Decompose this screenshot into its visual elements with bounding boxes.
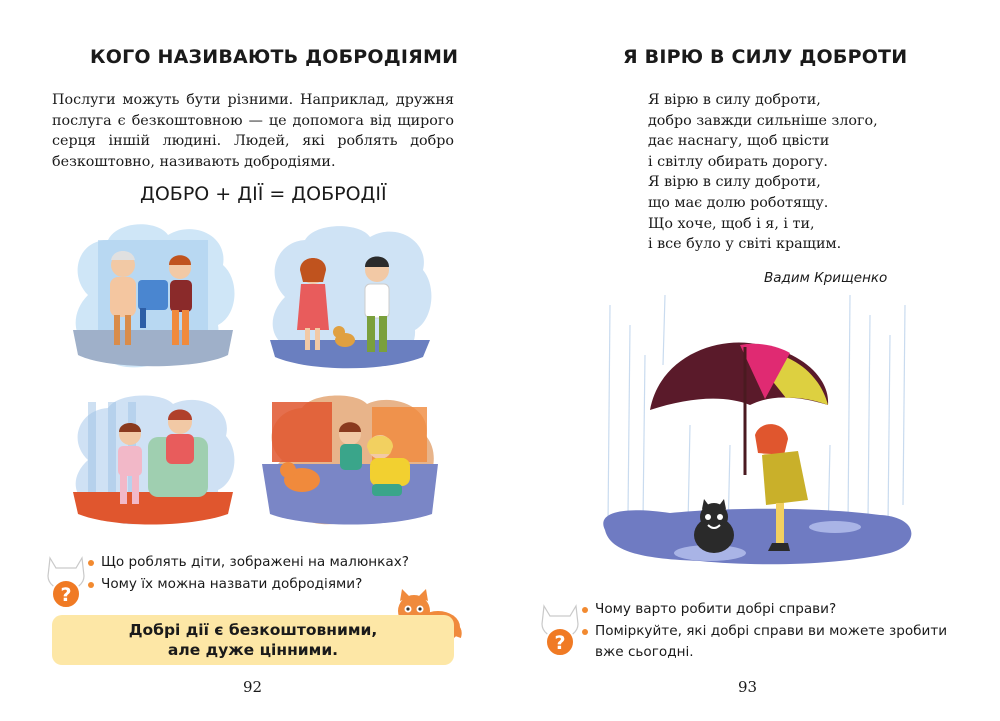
illustration-help-grandma bbox=[68, 220, 238, 370]
right-questions-list bbox=[582, 599, 957, 664]
page-number-right: 93 bbox=[738, 678, 758, 696]
illustration-girl-armchair bbox=[68, 392, 238, 527]
right-question-1: Чому варто робити добрі справи? bbox=[582, 599, 957, 621]
illustration-kids-cat bbox=[262, 392, 438, 527]
poem-author: Вадим Крищенко bbox=[764, 270, 888, 286]
question-cat-icon bbox=[42, 550, 90, 610]
formula: ДОБРО + ДІЇ = ДОБРОДІЇ bbox=[140, 183, 387, 205]
right-question-2: Поміркуйте, які добрі справи ви можете зробити вже сьогодні. bbox=[582, 621, 957, 664]
left-questions-list bbox=[88, 552, 409, 595]
poem-line: і все було у світі кращим. bbox=[648, 236, 842, 253]
note-box bbox=[52, 615, 454, 665]
left-question-1: Що роблять діти, зображені на малюнках? bbox=[88, 552, 409, 574]
poem-line: Я вірю в силу доброти, bbox=[648, 174, 821, 191]
svg-text:?: ? bbox=[60, 584, 72, 606]
left-question-2: Чому їх можна назвати добродіями? bbox=[88, 574, 409, 596]
illustration-kids-dog bbox=[265, 222, 435, 370]
poem-line: добро завжди сильніше злого, bbox=[648, 112, 878, 129]
poem-line: і світлу обирать дорогу. bbox=[648, 153, 828, 170]
right-page-title: Я ВІРЮ В СИЛУ ДОБРОТИ bbox=[623, 46, 908, 68]
page-number-left: 92 bbox=[243, 678, 263, 696]
question-cat-icon bbox=[536, 598, 584, 658]
poem-line: дає наснагу, щоб цвісти bbox=[648, 133, 830, 150]
right-page bbox=[500, 0, 1000, 721]
poem-line: Що хоче, щоб і я, і ти, bbox=[648, 215, 815, 232]
poem-line: Я вірю в силу доброти, bbox=[648, 92, 821, 108]
note-text: Добрі дії є безкоштовними, але дуже цінними. bbox=[128, 621, 378, 659]
left-page-title: КОГО НАЗИВАЮТЬ ДОБРОДІЯМИ bbox=[90, 46, 459, 68]
svg-text:?: ? bbox=[554, 632, 566, 654]
poem bbox=[648, 90, 878, 255]
intro-paragraph: Послуги можуть бути різними. Наприклад, дружня послуга є безкоштовною — це допомога від щирого серця іншій людині. Людей, які роблять добро безкоштовно, називають добродіями. bbox=[52, 92, 454, 170]
illustration-girl-umbrella-cat bbox=[590, 295, 920, 575]
poem-line: що має долю роботящу. bbox=[648, 194, 829, 211]
